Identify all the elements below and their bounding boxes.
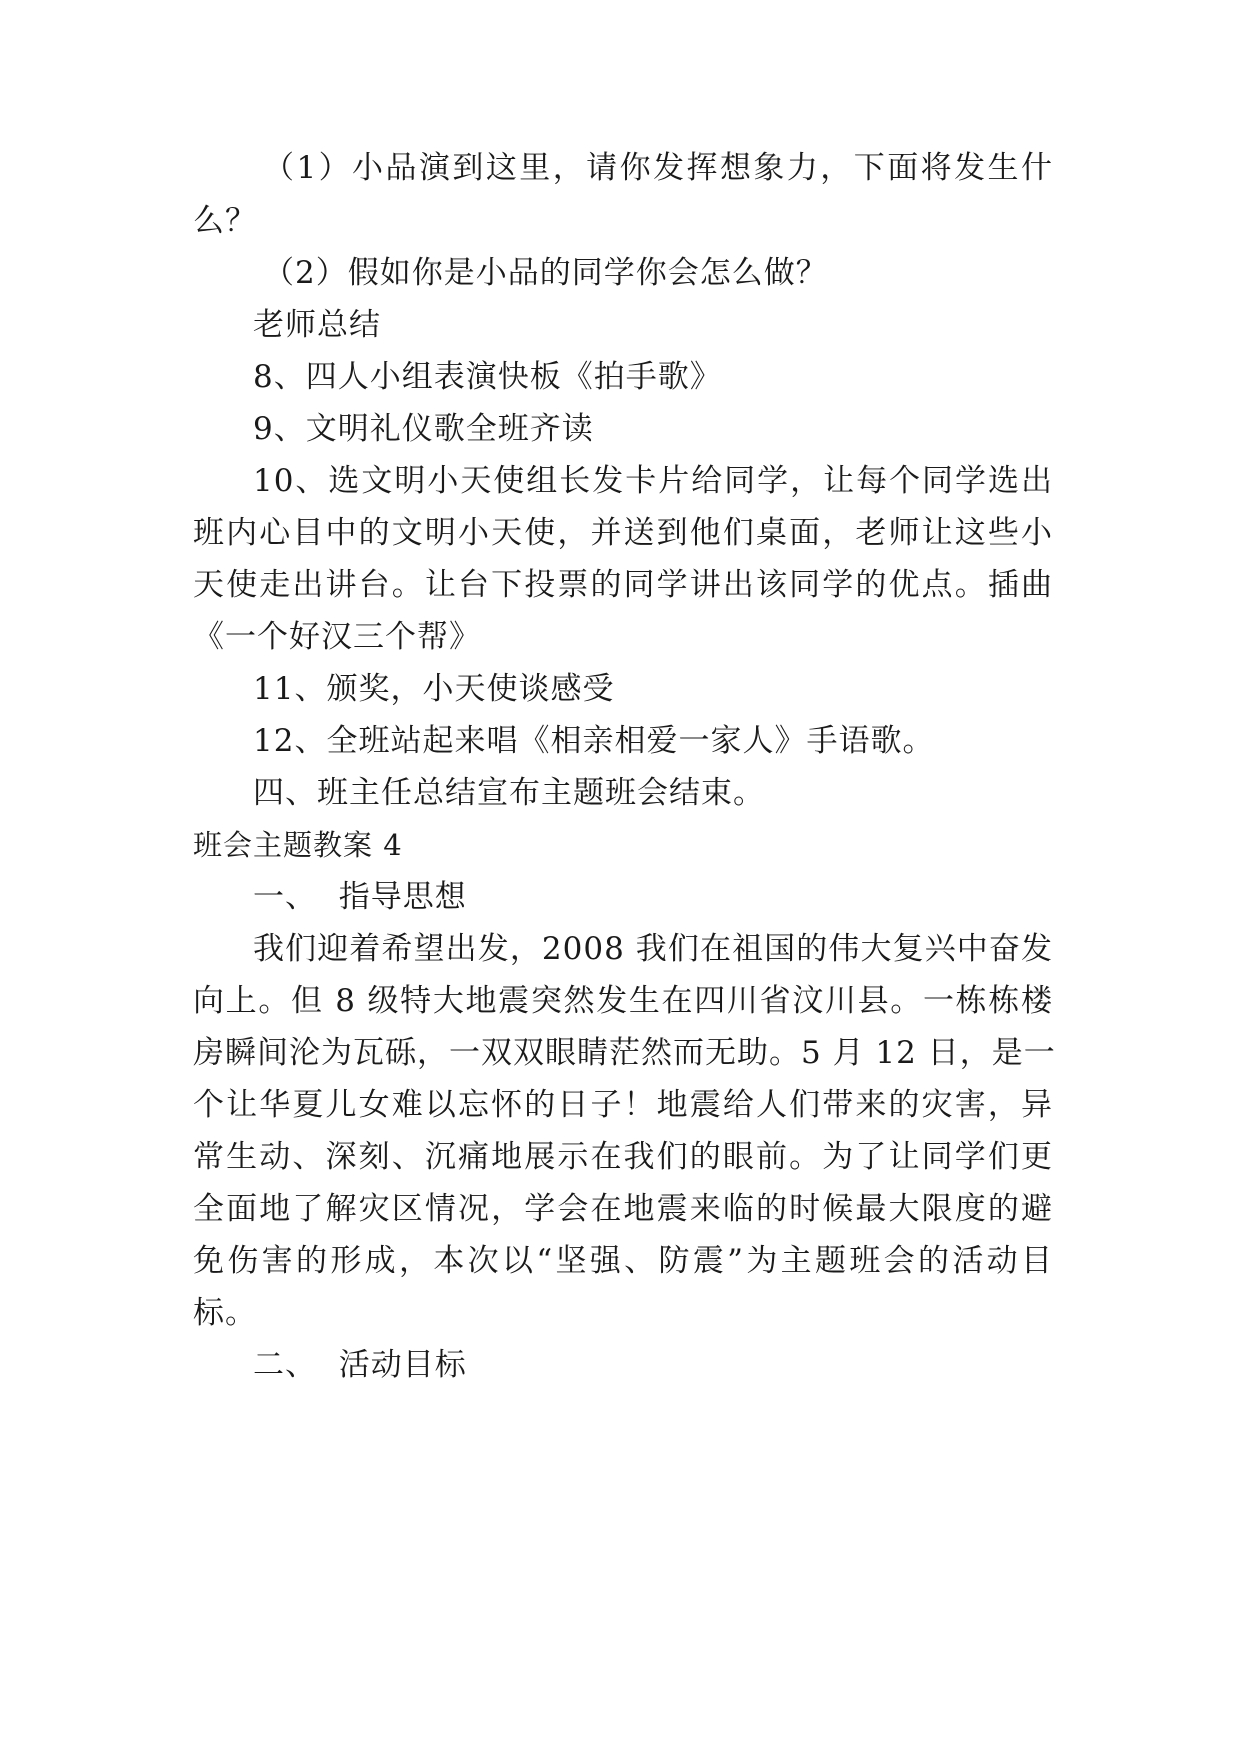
- subsection-heading: 一、 指导思想: [253, 879, 467, 915]
- text-line: 8、四人小组表演快板《拍手歌》: [253, 359, 722, 395]
- text-line: 10、选文明小天使组长发卡片给同学，让每个同学选出: [253, 463, 1053, 499]
- text-line: （2）假如你是小品的同学你会怎么做？: [263, 255, 828, 291]
- text-line: 个让华夏儿女难以忘怀的日子！地震给人们带来的灾害，异: [193, 1087, 1053, 1123]
- text-line: （1）小品演到这里，请你发挥想象力，下面将发生什: [263, 150, 1053, 186]
- text-line: 我们迎着希望出发，2008 我们在祖国的伟大复兴中奋发: [253, 931, 1053, 967]
- text-line: 全面地了解灾区情况，学会在地震来临的时候最大限度的避: [193, 1191, 1053, 1227]
- text-line: 老师总结: [253, 307, 381, 343]
- subsection-heading: 二、 活动目标: [253, 1347, 467, 1383]
- text-line: 房瞬间沦为瓦砾，一双双眼睛茫然而无助。5 月 12 日，是一: [193, 1035, 1056, 1071]
- text-line: 9、文明礼仪歌全班齐读: [253, 411, 594, 447]
- text-line: 四、班主任总结宣布主题班会结束。: [253, 775, 765, 811]
- text-line: 班内心目中的文明小天使，并送到他们桌面，老师让这些小: [193, 515, 1053, 551]
- text-line: 常生动、深刻、沉痛地展示在我们的眼前。为了让同学们更: [193, 1139, 1053, 1175]
- text-line: 标。: [193, 1295, 257, 1331]
- text-line: 么？: [193, 203, 257, 239]
- text-line: 天使走出讲台。让台下投票的同学讲出该同学的优点。插曲: [193, 567, 1053, 603]
- text-line: 向上。但 8 级特大地震突然发生在四川省汶川县。一栋栋楼: [193, 983, 1053, 1019]
- section-heading: 班会主题教案 4: [193, 828, 403, 862]
- text-line: 免伤害的形成，本次以“坚强、防震”为主题班会的活动目: [193, 1243, 1053, 1279]
- text-line: 12、全班站起来唱《相亲相爱一家人》手语歌。: [253, 723, 935, 759]
- text-line: 《一个好汉三个帮》: [193, 619, 481, 655]
- text-line: 11、颁奖，小天使谈感受: [253, 671, 615, 707]
